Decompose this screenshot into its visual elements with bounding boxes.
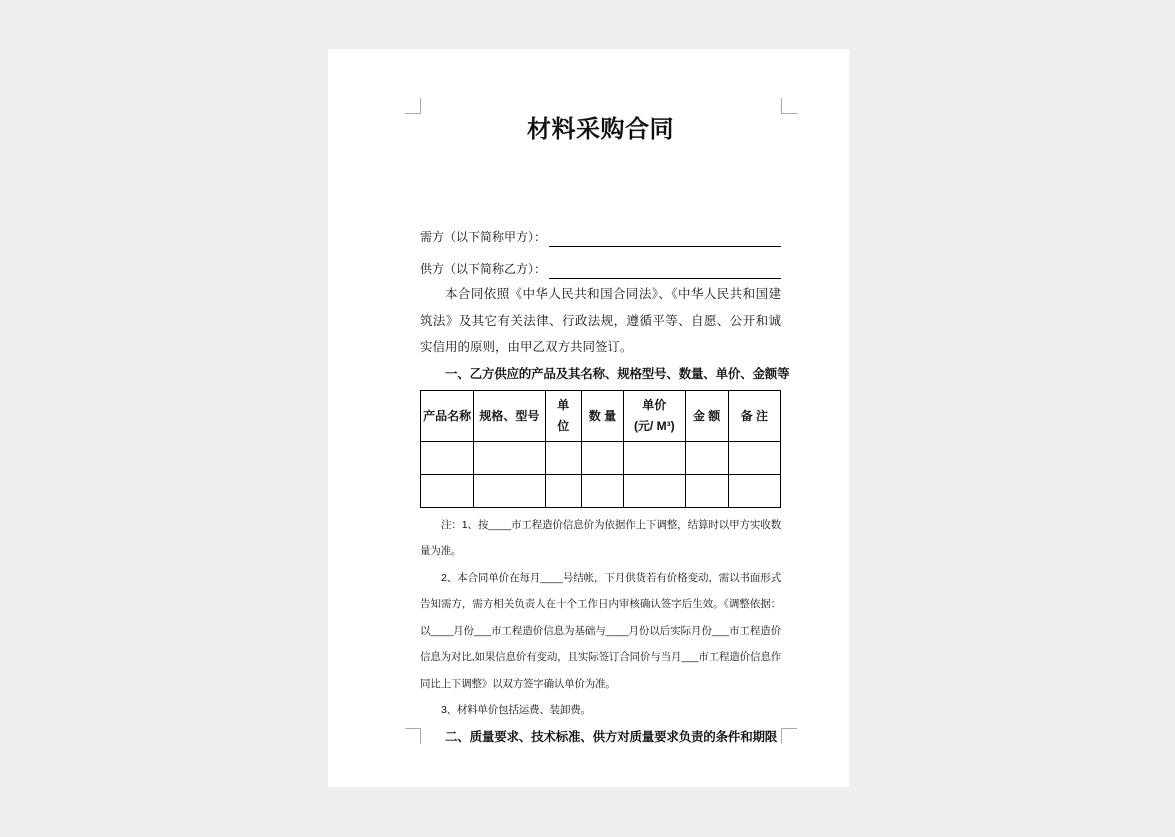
empty-cell[interactable] bbox=[624, 474, 686, 507]
buyer-fill-in-line[interactable] bbox=[549, 230, 781, 247]
section-1-heading: 一、乙方供应的产品及其名称、规格型号、数量、单价、金额等 bbox=[445, 366, 790, 381]
column-header-amount: 金 额 bbox=[685, 390, 728, 441]
note-3: 3、材料单价包括运费、装卸费。 bbox=[441, 704, 591, 716]
empty-cell[interactable] bbox=[728, 474, 780, 507]
empty-cell[interactable] bbox=[545, 441, 581, 474]
document-page[interactable] bbox=[328, 49, 849, 787]
text-boundary-mark-top-right bbox=[781, 98, 797, 114]
empty-cell[interactable] bbox=[728, 441, 780, 474]
column-header-product-name: 产品名称 bbox=[421, 390, 474, 441]
supplier-fill-in-line[interactable] bbox=[549, 262, 781, 279]
empty-cell[interactable] bbox=[474, 441, 545, 474]
section-2-heading: 二、质量要求、技术标准、供方对质量要求负责的条件和期限 bbox=[445, 729, 778, 744]
products-table bbox=[420, 390, 781, 508]
supplier-party-row bbox=[420, 260, 781, 279]
buyer-party-row bbox=[420, 228, 781, 247]
table-header-row bbox=[421, 390, 781, 441]
buyer-label: 需方（以下简称甲方）： bbox=[420, 230, 547, 244]
column-header-spec-model: 规格、型号 bbox=[474, 390, 545, 441]
supplier-label: 供方（以下简称乙方）： bbox=[420, 262, 547, 276]
text-boundary-mark-bottom-left bbox=[405, 728, 421, 744]
empty-cell[interactable] bbox=[624, 441, 686, 474]
column-header-quantity: 数 量 bbox=[581, 390, 623, 441]
empty-cell[interactable] bbox=[581, 474, 623, 507]
empty-cell[interactable] bbox=[421, 474, 474, 507]
empty-cell[interactable] bbox=[685, 441, 728, 474]
table-row bbox=[421, 441, 781, 474]
empty-cell[interactable] bbox=[421, 441, 474, 474]
empty-cell[interactable] bbox=[545, 474, 581, 507]
text-boundary-mark-bottom-right bbox=[781, 728, 797, 744]
text-boundary-mark-top-left bbox=[405, 98, 421, 114]
document-content bbox=[420, 113, 790, 751]
column-header-unit: 单 位 bbox=[545, 390, 581, 441]
note-1: 注：1、按____市工程造价信息价为依据作上下调整，结算时以甲方实收数量为准。 bbox=[420, 518, 781, 557]
note-2: 2、本合同单价在每月____号结帐，下月供货若有价格变动，需以书面形式告知需方，需方相关负责人在十个工作日内审核确认签字后生效。《调整依据：以____月份___市工程造价信息为基础与____月份以后实际月份___市工程造价信息为对比,如果信息价有变动，且实际签订合同价与当月___市工程造价信息作同比上下调整》以双方签字确认单价为准。 bbox=[420, 571, 781, 690]
empty-cell[interactable] bbox=[685, 474, 728, 507]
intro-paragraph: 本合同依照《中华人民共和国合同法》、《中华人民共和国建筑法》及其它有关法律、行政法规，遵循平等、自愿、公开和诚实信用的原则，由甲乙双方共同签订。 bbox=[420, 287, 781, 354]
empty-cell[interactable] bbox=[474, 474, 545, 507]
document-title: 材料采购合同 bbox=[527, 116, 674, 143]
empty-cell[interactable] bbox=[581, 441, 623, 474]
column-header-remarks: 备 注 bbox=[728, 390, 780, 441]
column-header-unit-price: 单价 (元/ M³) bbox=[624, 390, 686, 441]
table-row bbox=[421, 474, 781, 507]
